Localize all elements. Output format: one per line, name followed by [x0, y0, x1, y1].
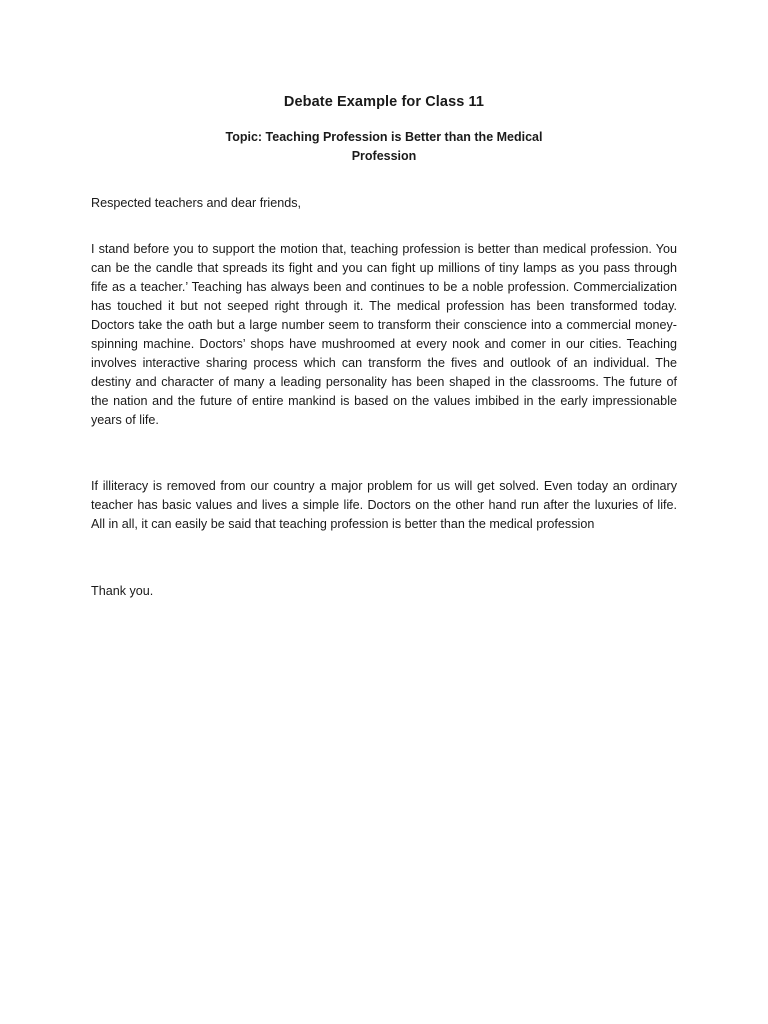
paragraph-2: If illiteracy is removed from our country a major problem for us will get solved. Even today an ordinary teacher has basic values and lives a simple life. Doctors on the other hand run after the luxuries of life. All in all, it can easily be said that teaching profession is better than the medical profession: [91, 479, 677, 531]
greeting: Respected teachers and dear friends,: [91, 196, 302, 210]
document-title: Debate Example for Class 11: [283, 94, 485, 110]
closing-line: Thank you.: [91, 584, 154, 598]
debate-topic: Topic: Teaching Profession is Better than the Medical Profession: [225, 130, 543, 163]
paragraph-1: I stand before you to support the motion that, teaching profession is better than medical profession. You can be the candle that spreads its fight and you can fight up millions of tiny lamps as you pass through fife as a teacher.’ Teaching has always been and continues to be a noble profession. Commercialization has touched it but not seeped right through it. The medical profession has been transformed today. Doctors take the oath but a large number seem to transform their conscience into a commercial money-spinning machine. Doctors’ shops have mushroomed at every nook and comer in our cities. Teaching involves interactive sharing process which can transform the fives and outlook of an individual. The destiny and character of many a leading personality has been shaped in the classrooms. The future of the nation and the future of entire mankind is based on the values imbibed in the early impressionable years of life.: [91, 242, 677, 427]
